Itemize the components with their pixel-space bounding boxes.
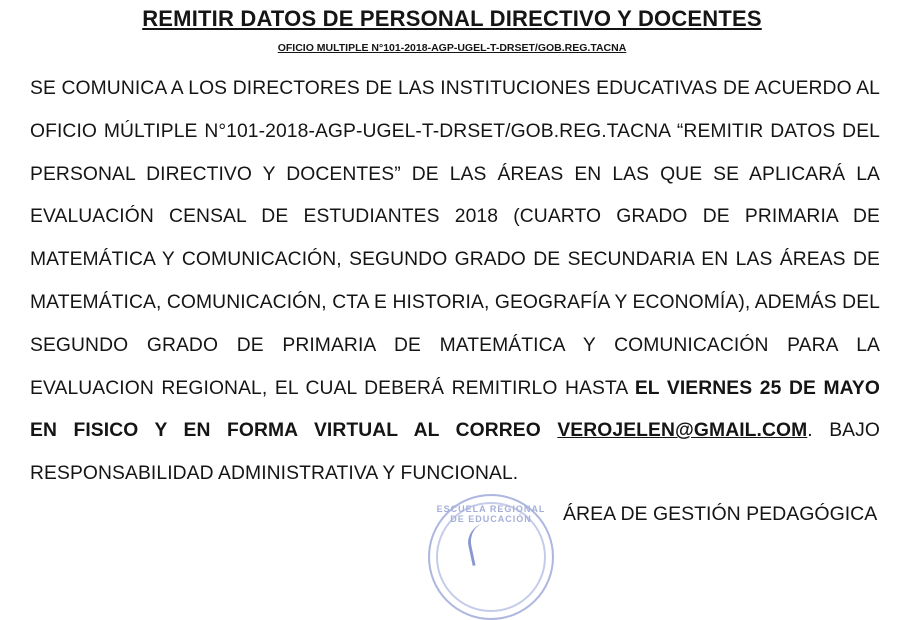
official-seal (428, 494, 554, 620)
deadline-text: EL VIERNES 25 DE MAYO EN FISICO Y EN FORMA VIRTUAL AL CORREO (30, 377, 880, 442)
body-text-part-1: SE COMUNICA A LOS DIRECTORES DE LAS INSTITUCIONES EDUCATIVAS DE ACUERDO AL OFICIO MÚLTIPLE N°101-2018-AGP-UGEL-T-DRSET/GOB.REG.TACNA “REMITIR DATOS DEL PERSONAL DIRECTIVO Y DOCENTES” DE LAS ÁREAS EN LAS QUE SE APLICARÁ LA EVALUACIÓN CENSAL DE ESTUDIANTES 2018 (CUARTO GRADO DE PRIMARIA DE MATEMÁTICA Y COMUNICACIÓN, SEGUNDO GRADO DE SECUNDARIA EN LAS ÁREAS DE MATEMÁTICA, COMUNICACIÓN, CTA E HISTORIA, GEOGRAFÍA Y ECONOMÍA), ADEMÁS DEL SEGUNDO GRADO DE PRIMARIA DE MATEMÁTICA Y COMUNICACIÓN PARA LA EVALUACION REGIONAL, EL CUAL DEBERÁ REMITIRLO HASTA (30, 78, 880, 399)
signature-office: ÁREA DE GESTIÓN PEDAGÓGICA (563, 503, 878, 525)
document-subtitle: OFICIO MULTIPLE N°101-2018-AGP-UGEL-T-DRSET/GOB.REG.TACNA (277, 42, 627, 54)
document-title: REMITIR DATOS DE PERSONAL DIRECTIVO Y DOCENTES (142, 6, 762, 31)
seal-lettering: ESCUELA REGIONAL DE EDUCACIÓN (436, 504, 546, 524)
signature-mark (464, 518, 514, 566)
document-body (30, 68, 880, 496)
email-link[interactable]: VEROJELEN@GMAIL.COM (557, 420, 808, 442)
body-text-part-2: . BAJO RESPONSABILIDAD ADMINISTRATIVA Y FUNCIONAL. (30, 420, 880, 485)
